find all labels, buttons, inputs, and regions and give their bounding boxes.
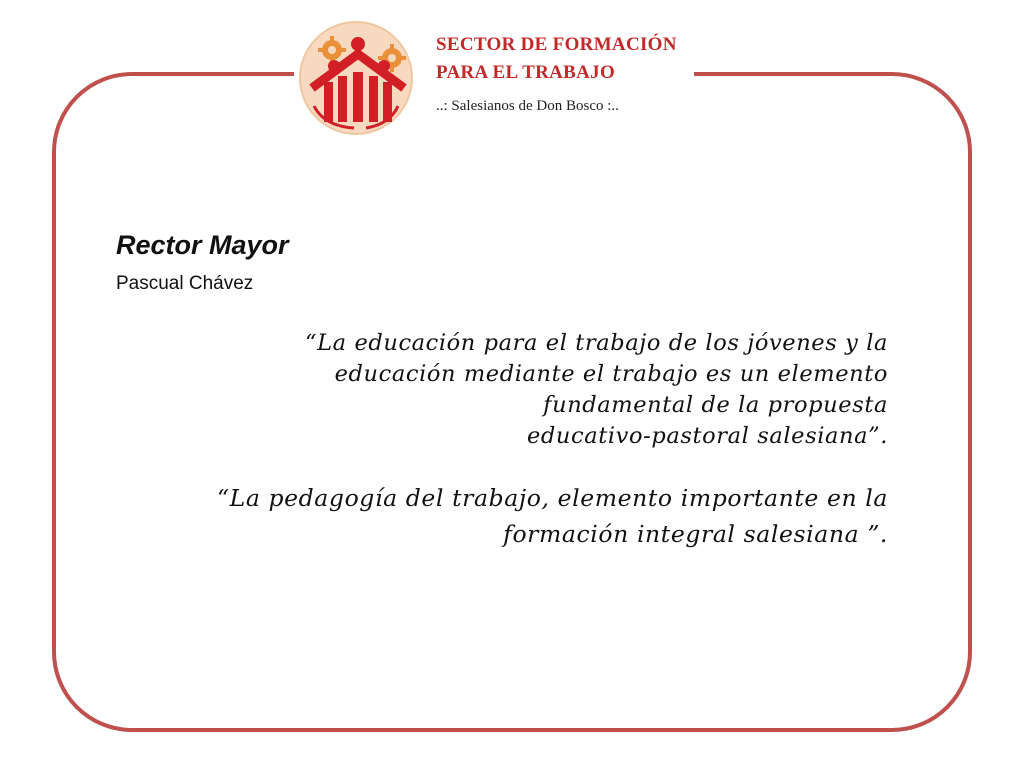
heading-name: Pascual Chávez [116,273,254,294]
quote-1-line: educación mediante el trabajo es un elemento [334,361,888,387]
quote-2-line: “La pedagogía del trabajo, elemento importante en la [217,484,888,512]
quote-2 [128,480,888,552]
quote-1-line: fundamental de la propuesta [543,392,888,418]
heading-title: Rector Mayor [116,230,289,260]
salesian-emblem-icon [294,16,424,136]
logo-title-line-2: PARA EL TRABAJO [436,62,616,83]
quote-2-line: formación integral salesiana ”. [503,520,888,548]
logo-subtitle: ..: Salesianos de Don Bosco :.. [436,98,619,114]
logo-title-line-1: SECTOR DE FORMACIÓN [436,34,677,55]
quote-1 [188,328,888,452]
logo [294,12,694,140]
emblem-graphic [294,16,424,136]
quote-1-line: “La educación para el trabajo de los jóvenes y la [305,330,888,356]
logo-text [436,31,677,121]
quote-1-line: educativo-pastoral salesiana”. [527,423,888,449]
